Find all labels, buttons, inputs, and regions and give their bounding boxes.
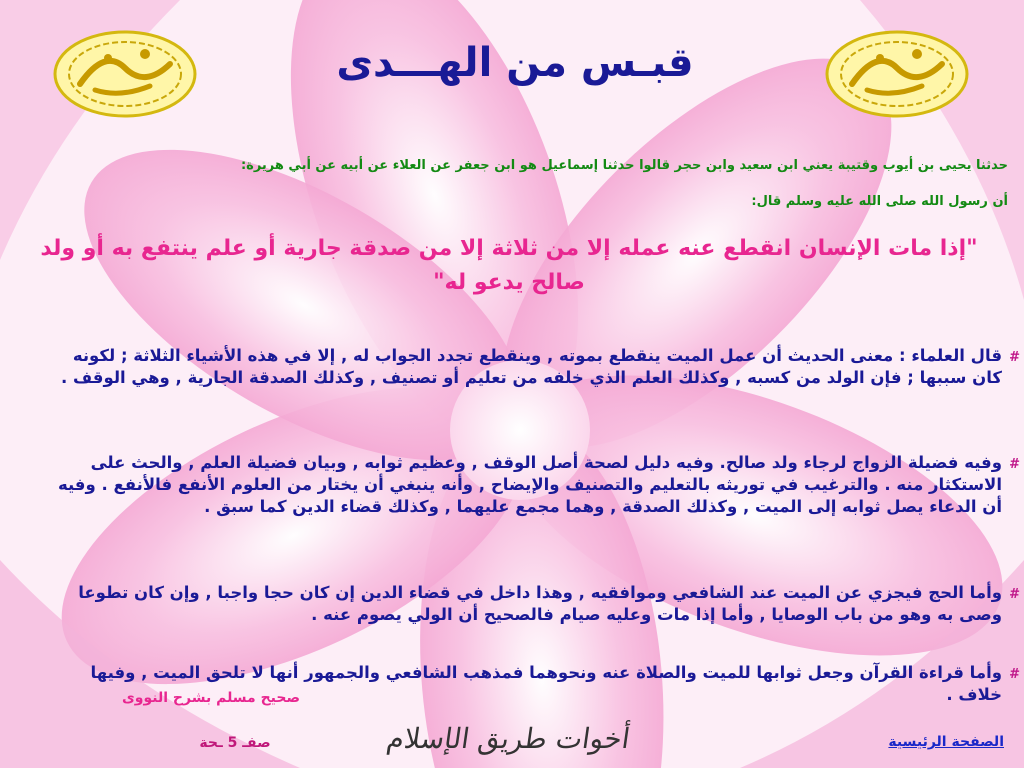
home-page-link[interactable]: الصفحة الرئيسية <box>888 734 1004 750</box>
narration-chain: حدثنا يحيى بن أيوب وقتيبة يعني ابن سعيد وابن حجر قالوا حدثنا إسماعيل هو ابن جعفر عن العلاء عن أبيه عن أبي هريرة: <box>240 158 1008 173</box>
bullet-marker: # <box>1009 350 1020 365</box>
page-number: صفـ 5 ـحة <box>199 735 271 751</box>
page-title: قبـس من الهـــدى <box>336 40 694 86</box>
commentary-paragraph-text: وفيه فضيلة الزواج لرجاء ولد صالح. وفيه دليل لصحة أصل الوقف , وعظيم ثوابه , وبيان فضيلة العلم , والحث على الاستكثار منه . والترغيب في توريثه بالتعليم والتصنيف والإيضاح , وأنه ينبغي أن يختار من العلوم الأنفع فالأنفع . وفيه أن الدعاء يصل ثوابه إلى الميت , وكذلك الصدقة , وهما مجمع عليهما , وكذلك قضاء الدين كما سبق . <box>57 453 1002 516</box>
narration-prophet-line: أن رسول الله صلى الله عليه وسلم قال: <box>751 194 1008 209</box>
commentary-paragraph-text: وأما قراءة القرآن وجعل ثوابها للميت والصلاة عنه ونحوهما فمذهب الشافعي والجمهور أنها لا تلحق الميت , وفيها خلاف . <box>90 663 1002 704</box>
commentary-paragraph-text: وأما الحج فيجزي عن الميت عند الشافعي وموافقيه , وهذا داخل في قضاء الدين إن كان حجا واجبا , وإن كان تطوعا وصى به وهو من باب الوصايا , وأما إذا مات وعليه صيام فالصحيح أن الولي يصوم عنه . <box>78 583 1002 624</box>
golden-calligraphy-emblem-icon <box>822 28 972 120</box>
site-logo <box>372 712 644 768</box>
commentary-paragraph <box>42 452 1020 518</box>
bullet-marker: # <box>1009 587 1020 602</box>
bullet-marker: # <box>1009 457 1020 472</box>
hadith-text: "إذا مات الإنسان انقطع عنه عمله إلا من ثلاثة إلا من صدقة جارية أو علم ينتفع به أو ولد صالح يدعو له" <box>40 236 978 295</box>
commentary-paragraph <box>42 345 1020 389</box>
site-logo-text: أخوات طريق الإسلام <box>384 722 632 755</box>
commentary-paragraph-text: قال العلماء : معنى الحديث أن عمل الميت ينقطع بموته , وينقطع تجدد الجواب له , إلا في هذه الأشياء الثلاثة ; لكونه كان سببها ; فإن الولد من كسبه , وكذلك العلم الذي خلفه من تعليم أو تصنيف , وكذلك الصدقة الجارية , وهي الوقف . <box>61 346 1002 387</box>
golden-calligraphy-emblem-icon <box>50 28 200 120</box>
commentary-paragraph <box>42 582 1020 626</box>
source-citation: صحيح مسلم بشرح النووى <box>121 690 300 706</box>
bullet-marker: # <box>1009 667 1020 682</box>
